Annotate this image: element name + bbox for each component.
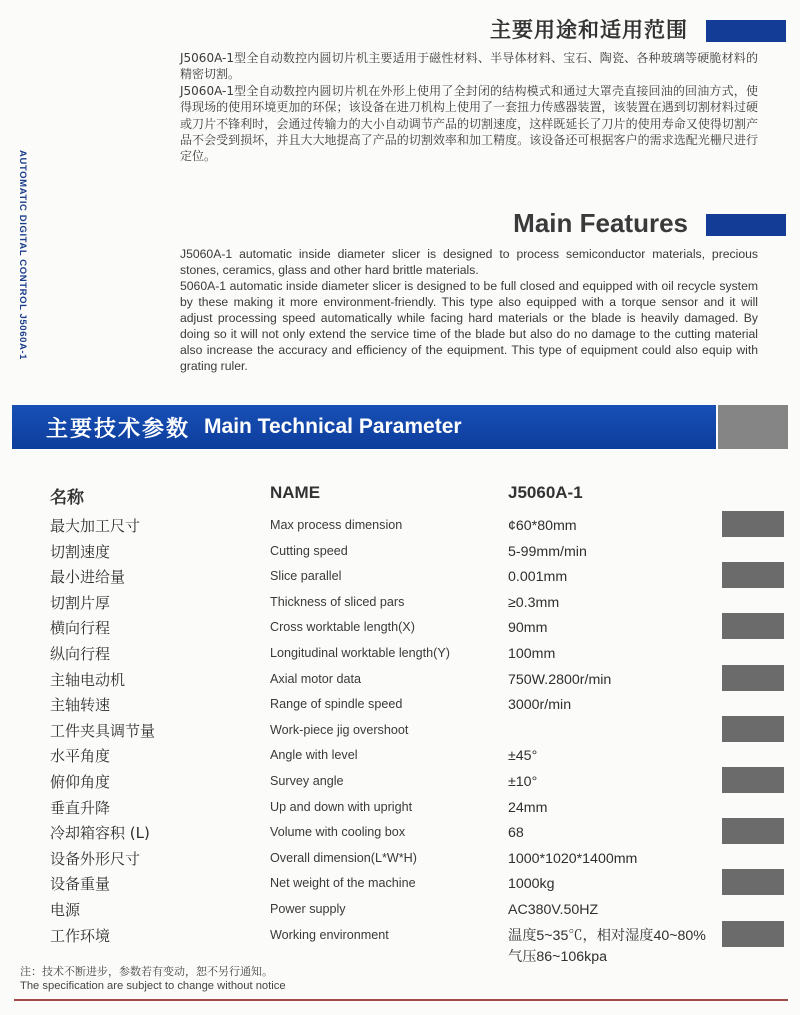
row-name-cn: 水平角度	[50, 747, 111, 766]
row-name-cn: 切割速度	[50, 542, 111, 561]
row-value: 68	[508, 825, 524, 842]
row-name-en: Longitudinal worktable length(Y)	[270, 645, 450, 660]
intro-en	[180, 246, 758, 374]
banner-gray-block	[718, 405, 788, 449]
table-row	[0, 820, 800, 846]
row-name-en: Work-piece jig overshoot	[270, 722, 409, 737]
row-name-cn: 主轴电动机	[50, 670, 126, 689]
row-value: 24mm	[508, 799, 548, 816]
table-row	[0, 897, 800, 923]
parameter-banner	[12, 405, 716, 449]
gray-block	[722, 562, 784, 588]
row-value: 1000kg	[508, 876, 555, 893]
row-name-cn: 工件夹具调节量	[50, 721, 156, 740]
row-value-line-2: 气压86~106kpa	[508, 948, 607, 965]
table-row	[0, 923, 800, 965]
table-row	[0, 590, 800, 616]
row-name-en: Working environment	[270, 927, 389, 942]
row-name-cn: 垂直升降	[50, 798, 111, 817]
row-value: ¢60*80mm	[508, 518, 577, 534]
bottom-rule	[14, 999, 788, 1001]
gray-block	[722, 869, 784, 895]
row-value: ±10°	[508, 773, 538, 790]
footnote-cn: 注：技术不断进步，参数若有变动，恕不另行通知。	[20, 965, 273, 978]
row-name-en: Slice parallel	[270, 569, 342, 584]
gray-block	[722, 716, 784, 742]
row-value-line-1: 温度5~35℃，相对湿度40~80%	[508, 927, 706, 944]
table-row	[0, 769, 800, 795]
gray-block	[722, 511, 784, 537]
row-value: ±45°	[508, 748, 538, 765]
row-name-en: Cross worktable length(X)	[270, 620, 415, 635]
gray-block	[722, 818, 784, 844]
gray-block	[722, 767, 784, 793]
row-name-en: Survey angle	[270, 773, 344, 788]
side-label: AUTOMATIC DIGITAL CONTROL J5060A-1	[17, 150, 28, 361]
row-name-en: Max process dimension	[270, 518, 403, 532]
row-name-en: Volume with cooling box	[270, 825, 406, 840]
row-name-en: Power supply	[270, 901, 346, 916]
gray-block	[722, 613, 784, 639]
row-name-cn: 主轴转速	[50, 696, 111, 715]
row-value: ≥0.3mm	[508, 594, 560, 611]
section-title-cn: 主要用途和适用范围	[490, 18, 688, 42]
gray-block	[722, 921, 784, 947]
row-name-cn: 俯仰角度	[50, 772, 111, 791]
table-row	[0, 846, 800, 872]
section-title-en: Main Features	[513, 208, 688, 238]
row-name-en: Net weight of the machine	[270, 876, 416, 891]
row-name-cn: 切割片厚	[50, 593, 111, 612]
header-name-cn: 名称	[50, 488, 84, 508]
row-name-cn: 冷却箱容积 (L)	[50, 824, 150, 843]
row-name-en: Range of spindle speed	[270, 697, 403, 712]
banner-title-cn: 主要技术参数	[46, 416, 191, 442]
row-value	[508, 926, 706, 968]
intro-cn-paragraph-1: J5060A-1型全自动数控内圆切片机主要适用于磁性材料、半导体材料、宝石、陶瓷、各种玻璃等硬脆材料的精密切割。	[180, 51, 758, 82]
title-bar-en	[706, 214, 786, 236]
intro-en-paragraph-2: 5060A-1 automatic inside diameter slicer is designed to be full closed and equipped with oil recycle system by these making it more environment-friendly. This type also equipped with a torque sensor and it will adjust processing speed automatically while facing hard materials or the blade is heavily damaged. By doing so it will not only extend the service time of the blade but also do no damage to the cutting material also increase the accuracy and efficiency of the equipment. This type of equipment could also equip with grating ruler.	[180, 279, 758, 373]
row-name-cn: 最小进给量	[50, 568, 126, 587]
row-name-cn: 电源	[50, 900, 81, 919]
table-row	[0, 795, 800, 821]
row-value: 1000*1020*1400mm	[508, 850, 638, 867]
banner-title-en: Main Technical Parameter	[204, 415, 462, 438]
header-model: J5060A-1	[508, 483, 583, 502]
row-name-cn: 设备重量	[50, 875, 111, 894]
row-value: AC380V.50HZ	[508, 901, 599, 918]
table-row	[0, 871, 800, 897]
row-name-cn: 纵向行程	[50, 644, 111, 663]
title-bar-cn	[706, 20, 786, 42]
table-row	[0, 667, 800, 693]
table-row	[0, 743, 800, 769]
row-value: 90mm	[508, 620, 548, 637]
row-name-cn: 设备外形尺寸	[50, 849, 141, 868]
intro-cn	[180, 50, 758, 165]
gray-block	[722, 665, 784, 691]
row-value: 750W.2800r/min	[508, 671, 612, 688]
table-row	[0, 564, 800, 590]
row-name-en: Overall dimension(L*W*H)	[270, 850, 417, 865]
intro-en-paragraph-1: J5060A-1 automatic inside diameter slicer is designed to process semiconductor materials, precious stones, ceramics, glass and other hard brittle materials.	[180, 247, 758, 277]
row-name-en: Up and down with upright	[270, 799, 413, 814]
row-name-cn: 横向行程	[50, 619, 111, 638]
table-row	[0, 692, 800, 718]
row-name-cn: 工作环境	[50, 926, 111, 945]
table-row	[0, 641, 800, 667]
table-row	[0, 718, 800, 744]
row-name-en: Axial motor data	[270, 671, 361, 686]
row-name-en: Thickness of sliced pars	[270, 594, 405, 609]
table-row	[0, 615, 800, 641]
intro-cn-paragraph-2: J5060A-1型全自动数控内圆切片机在外形上使用了全封闭的结构模式和通过大罩壳直接回油的回油方式，使得现场的使用环境更加的环保；该设备在进刀机构上使用了一套扭力传感器装置，该装置在遇到切割材料过硬或刀片不锋利时，会通过传输力的大小自动调节产品的切割速度，这样既延长了刀片的使用寿命又使得切割产品不会受到损坏，并且大大地提高了产品的切割效率和加工精度。该设备还可根据客户的需求选配光栅尺进行定位。	[180, 83, 758, 164]
parameter-table	[0, 513, 800, 965]
row-value: 3000r/min	[508, 697, 572, 714]
row-name-en: Angle with level	[270, 748, 358, 763]
row-value: 0.001mm	[508, 569, 568, 586]
table-row	[0, 513, 800, 539]
table-row	[0, 539, 800, 565]
row-name-cn: 最大加工尺寸	[50, 517, 141, 535]
row-value: 100mm	[508, 645, 556, 662]
row-value: 5-99mm/min	[508, 543, 587, 560]
row-name-en: Cutting speed	[270, 543, 348, 558]
header-name-en: NAME	[270, 483, 321, 502]
footnote-en: The specification are subject to change without notice	[20, 980, 286, 992]
